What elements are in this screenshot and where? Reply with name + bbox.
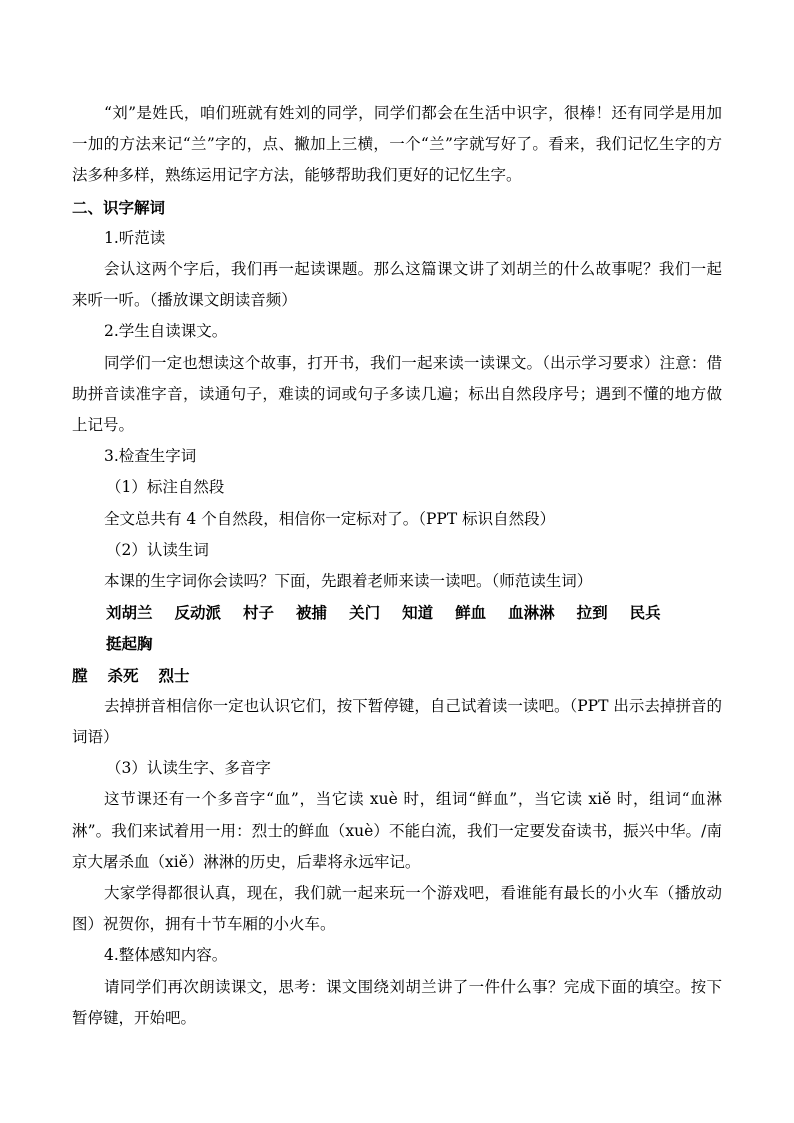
step-3-heading: 3.检查生字词 [104, 447, 197, 466]
vocabulary-list-continued [72, 660, 722, 691]
vocab-word: 知道 [402, 603, 434, 623]
vocab-word: 反动派 [174, 603, 222, 623]
paragraph-words-intro: 本课的生字词你会读吗？下面，先跟着老师来读一读吧。（师范读生词） [104, 572, 593, 591]
vocab-word: 杀死 [107, 665, 139, 685]
vocab-word: 拉到 [576, 603, 608, 623]
vocab-word: 村子 [243, 603, 275, 623]
vocab-word: 挺起胸 [106, 634, 153, 654]
paragraph-listen: 会认这两个字后，我们再一起读课题。那么这篇课文讲了刘胡兰的什么故事呢？我们一起来听一听。（播放课文朗读音频） [72, 260, 722, 310]
paragraph-no-pinyin: 去掉拼音相信你一定也认识它们，按下暂停键，自己试着读一读吧。（PPT 出示去掉拼音的词语） [72, 696, 722, 747]
step-2-heading: 2.学生自读课文。 [104, 322, 228, 341]
paragraph-self-read: 同学们一定也想读这个故事，打开书，我们一起来读一读课文。（出示学习要求）注意：借助拼音读准字音，读通句子，难读的词或句子多读几遍；标出自然段序号；遇到不懂的地方做上记号。 [72, 353, 722, 435]
step-3c-heading: （3）认读生字、多音字 [106, 759, 271, 778]
vocab-word: 关门 [349, 603, 381, 623]
vocab-word: 膛 [72, 665, 88, 685]
vocab-word: 鲜血 [455, 603, 487, 623]
step-1-heading: 1.听范读 [104, 228, 166, 247]
step-3a-heading: （1）标注自然段 [106, 478, 225, 497]
vocab-word: 烈士 [158, 665, 190, 685]
vocab-word: 民兵 [629, 603, 661, 623]
paragraph-summary: 请同学们再次朗读课文，思考：课文围绕刘胡兰讲了一件什么事？完成下面的填空。按下暂停键，开始吧。 [72, 977, 722, 1027]
paragraph-paragraphs: 全文总共有 4 个自然段，相信你一定标对了。（PPT 标识自然段） [104, 509, 556, 528]
document-body [72, 98, 722, 1034]
vocab-word: 刘胡兰 [106, 603, 153, 623]
vocabulary-list [72, 597, 722, 659]
step-4-heading: 4.整体感知内容。 [104, 946, 228, 965]
vocab-word: 血淋淋 [508, 603, 555, 623]
section-heading: 二、识字解词 [72, 197, 166, 217]
step-3b-heading: （2）认读生词 [106, 540, 209, 559]
paragraph-game: 大家学得都很认真，现在，我们就一起来玩一个游戏吧，看谁能有最长的小火车（播放动图）祝贺你，拥有十节车厢的小火车。 [72, 884, 722, 934]
paragraph-intro: “刘”是姓氏，咱们班就有姓刘的同学，同学们都会在生活中识字，很棒！还有同学是用加一加的方法来记“兰”字的，点、撇加上三横，一个“兰”字就写好了。看来，我们记忆生字的方法多种多样，熟练运用记字方法，能够帮助我们更好的记忆生字。 [72, 104, 722, 185]
paragraph-polyphone: 这节课还有一个多音字“血”，当它读 xuè 时，组词“鲜血”，当它读 xiě 时，组词“血淋淋”。我们来试着用一用：烈士的鲜血（xuè）不能白流，我们一定要发奋读书，振兴中华。/南京大屠杀血（xiě）淋淋的历史，后辈将永远牢记。 [72, 790, 722, 871]
vocab-word: 被捕 [296, 603, 328, 623]
